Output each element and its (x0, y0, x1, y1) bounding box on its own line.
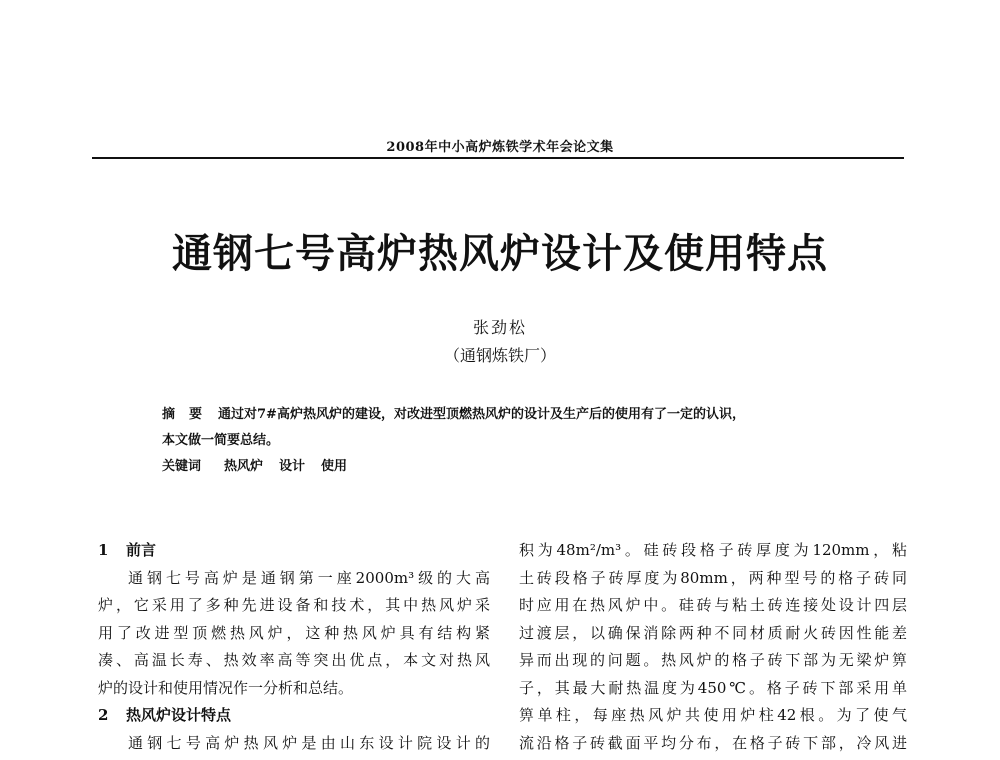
abstract-block (162, 402, 862, 480)
body-line: 箅单柱，每座热风炉共使用炉柱42根。为了使气 (519, 706, 907, 724)
body-line: 炉，它采用了多种先进设备和技术，其中热风炉采 (98, 596, 490, 614)
section-heading (98, 702, 490, 730)
body-line: 异而出现的问题。热风炉的格子砖下部为无梁炉箅 (519, 651, 907, 669)
author-name: 张劲松 (472, 318, 527, 337)
body-line: 凑、高温长寿、热效率高等突出优点，本文对热风 (98, 651, 490, 669)
section-heading (98, 537, 490, 565)
section-number: 1 (98, 541, 109, 559)
body-line: 过渡层，以确保消除两种不同材质耐火砖因性能差 (519, 623, 907, 642)
abstract-text-1: 通过对7#高炉热风炉的建设，对改进型顶燃热风炉的设计及生产后的使用有了一定的认识， (218, 407, 745, 422)
body-line: 积为48m²/m³。硅砖段格子砖厚度为120mm，粘 (519, 541, 907, 559)
body-line: 通钢七号高炉是通钢第一座2000m³级的大高 (128, 568, 490, 587)
section-title: 前言 (126, 541, 157, 559)
body-line: 用了改进型顶燃热风炉，这种热风炉具有结构紧 (98, 623, 490, 642)
paper-title: 通钢七号高炉热风炉设计及使用特点 (172, 230, 828, 277)
body-line: 土砖段格子砖厚度为80mm，两种型号的格子砖同 (519, 568, 907, 587)
author-affiliation: （通钢炼铁厂） (443, 346, 556, 365)
body-line: 炉的设计和使用情况作一分析和总结。 (98, 678, 354, 697)
keywords-label: 关键词 (162, 459, 202, 474)
body-line: 流沿格子砖截面平均分布，在格子砖下部，冷风进 (519, 733, 907, 752)
section-title: 热风炉设计特点 (126, 706, 232, 724)
abstract-label: 摘要 (162, 407, 217, 422)
abstract-line-1 (162, 402, 862, 428)
right-column (519, 537, 907, 757)
running-head: 2008年中小高炉炼铁学术年会论文集 (386, 140, 614, 155)
header-rule (92, 157, 904, 159)
body-line: 通钢七号高炉热风炉是由山东设计院设计的 (128, 733, 490, 752)
keyword: 热风炉 (224, 459, 264, 474)
body-line: 子，其最大耐热温度为450℃。格子砖下部采用单 (519, 678, 907, 697)
keyword: 使用 (321, 459, 348, 474)
left-column (98, 537, 490, 757)
section-number: 2 (98, 706, 109, 724)
keyword: 设计 (279, 459, 306, 474)
body-line: 时应用在热风炉中。硅砖与粘土砖连接处设计四层 (519, 596, 907, 614)
abstract-line-2: 本文做一简要总结。 (162, 433, 280, 448)
keywords-line (162, 454, 862, 480)
